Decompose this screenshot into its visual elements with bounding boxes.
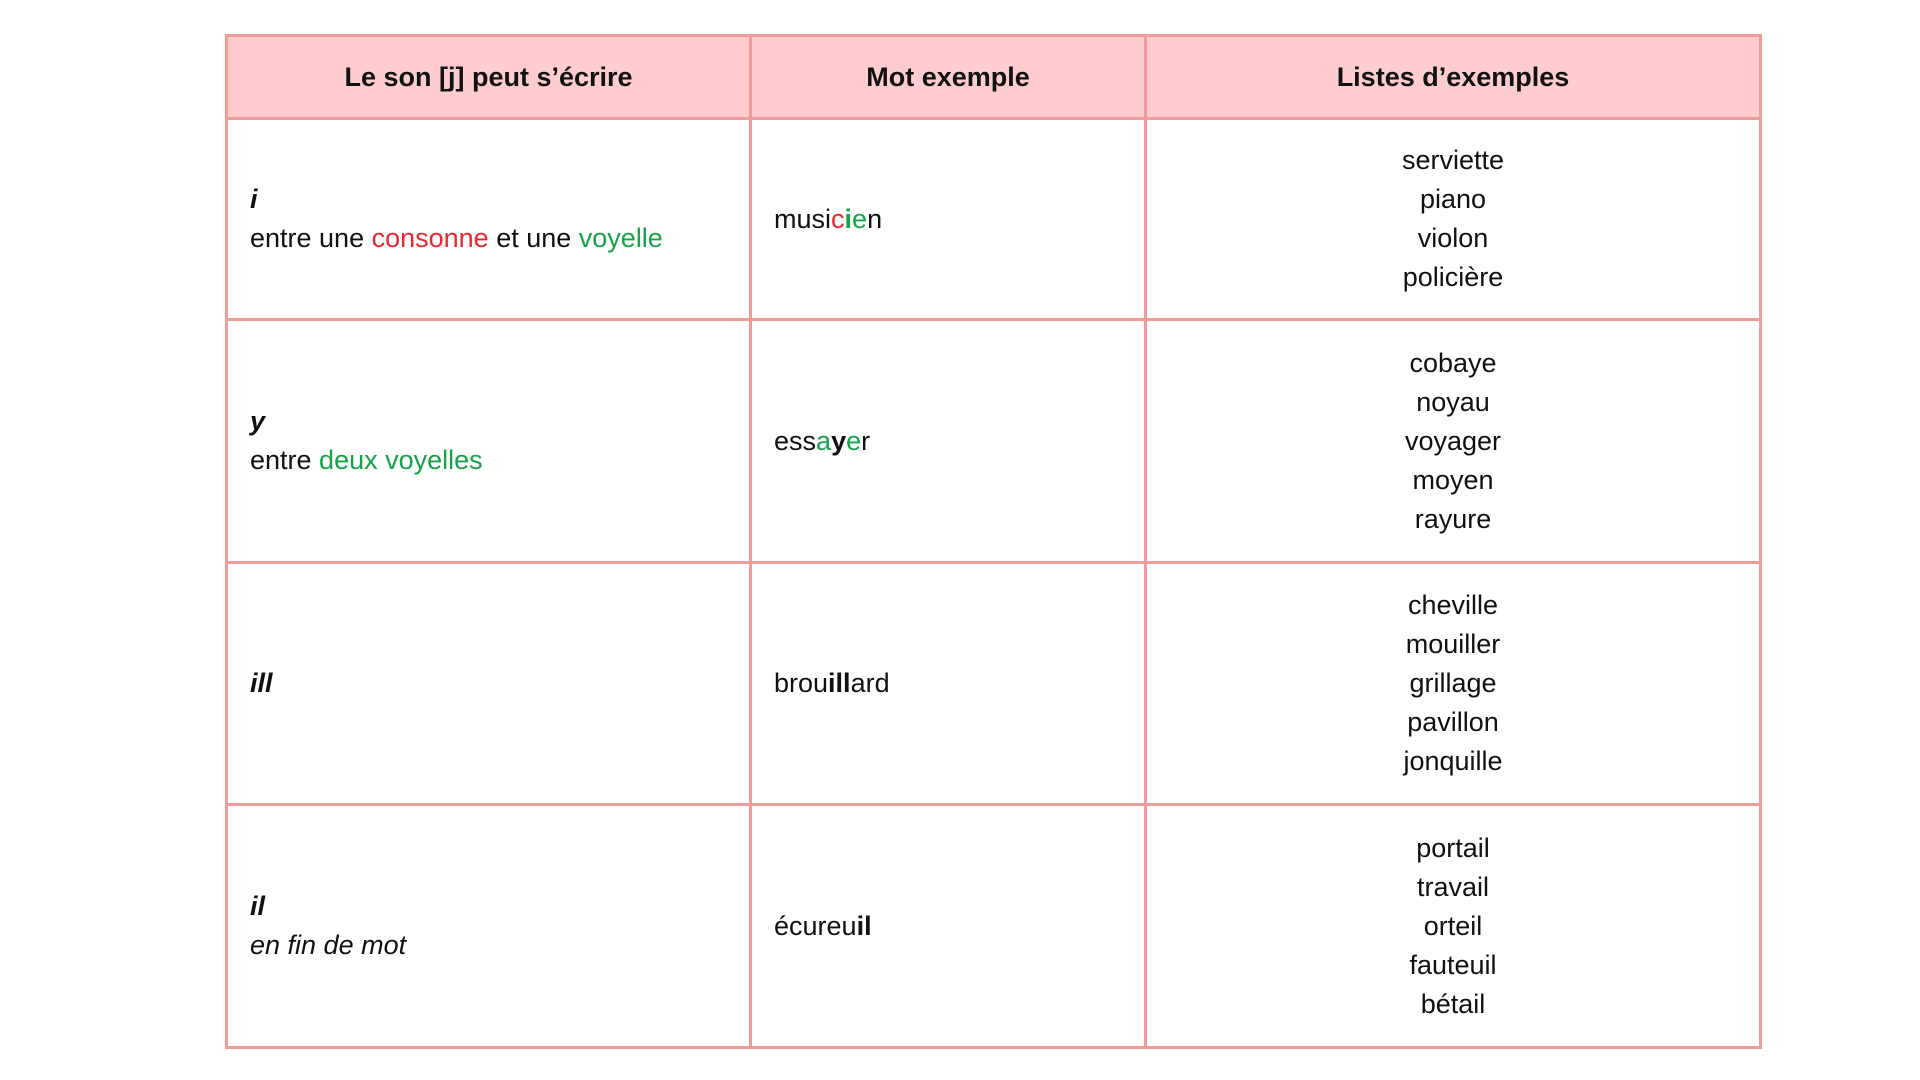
rule-text: et une: [488, 223, 579, 253]
spelling-cell: [227, 119, 751, 320]
list-item: grillage: [1409, 668, 1497, 698]
spelling-rule: [250, 441, 727, 480]
table-row: [227, 563, 1761, 805]
word-part: musi: [774, 203, 832, 234]
example-word-cell: [751, 320, 1146, 563]
spelling-rule: en fin de mot: [250, 930, 407, 960]
list-item: noyau: [1416, 386, 1490, 417]
example-list-cell: [1146, 119, 1761, 320]
list-item: bétail: [1420, 988, 1486, 1019]
rule-vowel: voyelle: [578, 223, 663, 253]
list-item: cobaye: [1409, 347, 1497, 378]
rule-text: entre une: [250, 223, 372, 253]
word-key-letters: y: [831, 425, 847, 456]
spelling-table: [225, 34, 1762, 1049]
example-list-cell: [1146, 805, 1761, 1048]
spelling-cell: [227, 320, 751, 563]
list-item: violon: [1417, 223, 1489, 253]
example-word: [774, 668, 890, 698]
spelling-label: y: [250, 406, 266, 436]
example-list-cell: [1146, 320, 1761, 563]
example-word-cell: [751, 805, 1146, 1048]
list-item: cheville: [1407, 590, 1499, 620]
word-part: n: [867, 203, 883, 234]
list-item: jonquille: [1403, 746, 1503, 776]
rule-consonant: consonne: [371, 223, 489, 253]
list-item: portail: [1416, 832, 1490, 863]
example-word-cell: [751, 119, 1146, 320]
rule-vowels: deux voyelles: [319, 445, 483, 475]
spelling-rule: [250, 219, 727, 258]
table-row: [227, 805, 1761, 1048]
word-vowel: e: [846, 425, 862, 456]
table-row: [227, 119, 1761, 320]
header-example-word: Mot exemple: [751, 36, 1146, 119]
spelling-cell: [227, 563, 751, 805]
rule-text: entre: [250, 445, 320, 475]
example-word: [774, 426, 870, 456]
word-part: ard: [850, 668, 890, 698]
word-consonant: c: [831, 203, 845, 234]
table-row: [227, 320, 1761, 563]
example-word: [774, 911, 872, 941]
word-vowel: e: [852, 203, 868, 234]
header-example-lists: Listes d’exemples: [1146, 36, 1761, 119]
list-item: piano: [1419, 184, 1487, 214]
word-part: ess: [774, 425, 817, 456]
header-spelling: Le son [j] peut s’écrire: [227, 36, 751, 119]
list-item: moyen: [1412, 464, 1494, 495]
list-item: policière: [1402, 262, 1504, 292]
spelling-label: il: [250, 891, 266, 921]
list-item: orteil: [1423, 910, 1483, 941]
list-item: voyager: [1404, 425, 1502, 456]
example-word: [774, 204, 882, 234]
list-item: fauteuil: [1409, 949, 1497, 980]
list-item: rayure: [1414, 503, 1492, 534]
word-key-letters: il: [856, 910, 872, 941]
list-item: travail: [1416, 871, 1490, 902]
word-key-letters: ill: [828, 668, 851, 698]
word-key-letters: i: [844, 203, 853, 234]
word-part: r: [861, 425, 871, 456]
spelling-label: ill: [250, 668, 273, 698]
spelling-table-container: [225, 34, 1759, 1049]
list-item: mouiller: [1405, 629, 1501, 659]
list-item: pavillon: [1407, 707, 1499, 737]
word-vowel: a: [816, 425, 832, 456]
list-item: serviette: [1401, 145, 1505, 175]
spelling-label: i: [250, 184, 258, 214]
example-word-cell: [751, 563, 1146, 805]
header-row: [227, 36, 1761, 119]
word-part: brou: [774, 668, 829, 698]
spelling-cell: [227, 805, 751, 1048]
word-part: écureu: [774, 910, 857, 941]
example-list-cell: [1146, 563, 1761, 805]
